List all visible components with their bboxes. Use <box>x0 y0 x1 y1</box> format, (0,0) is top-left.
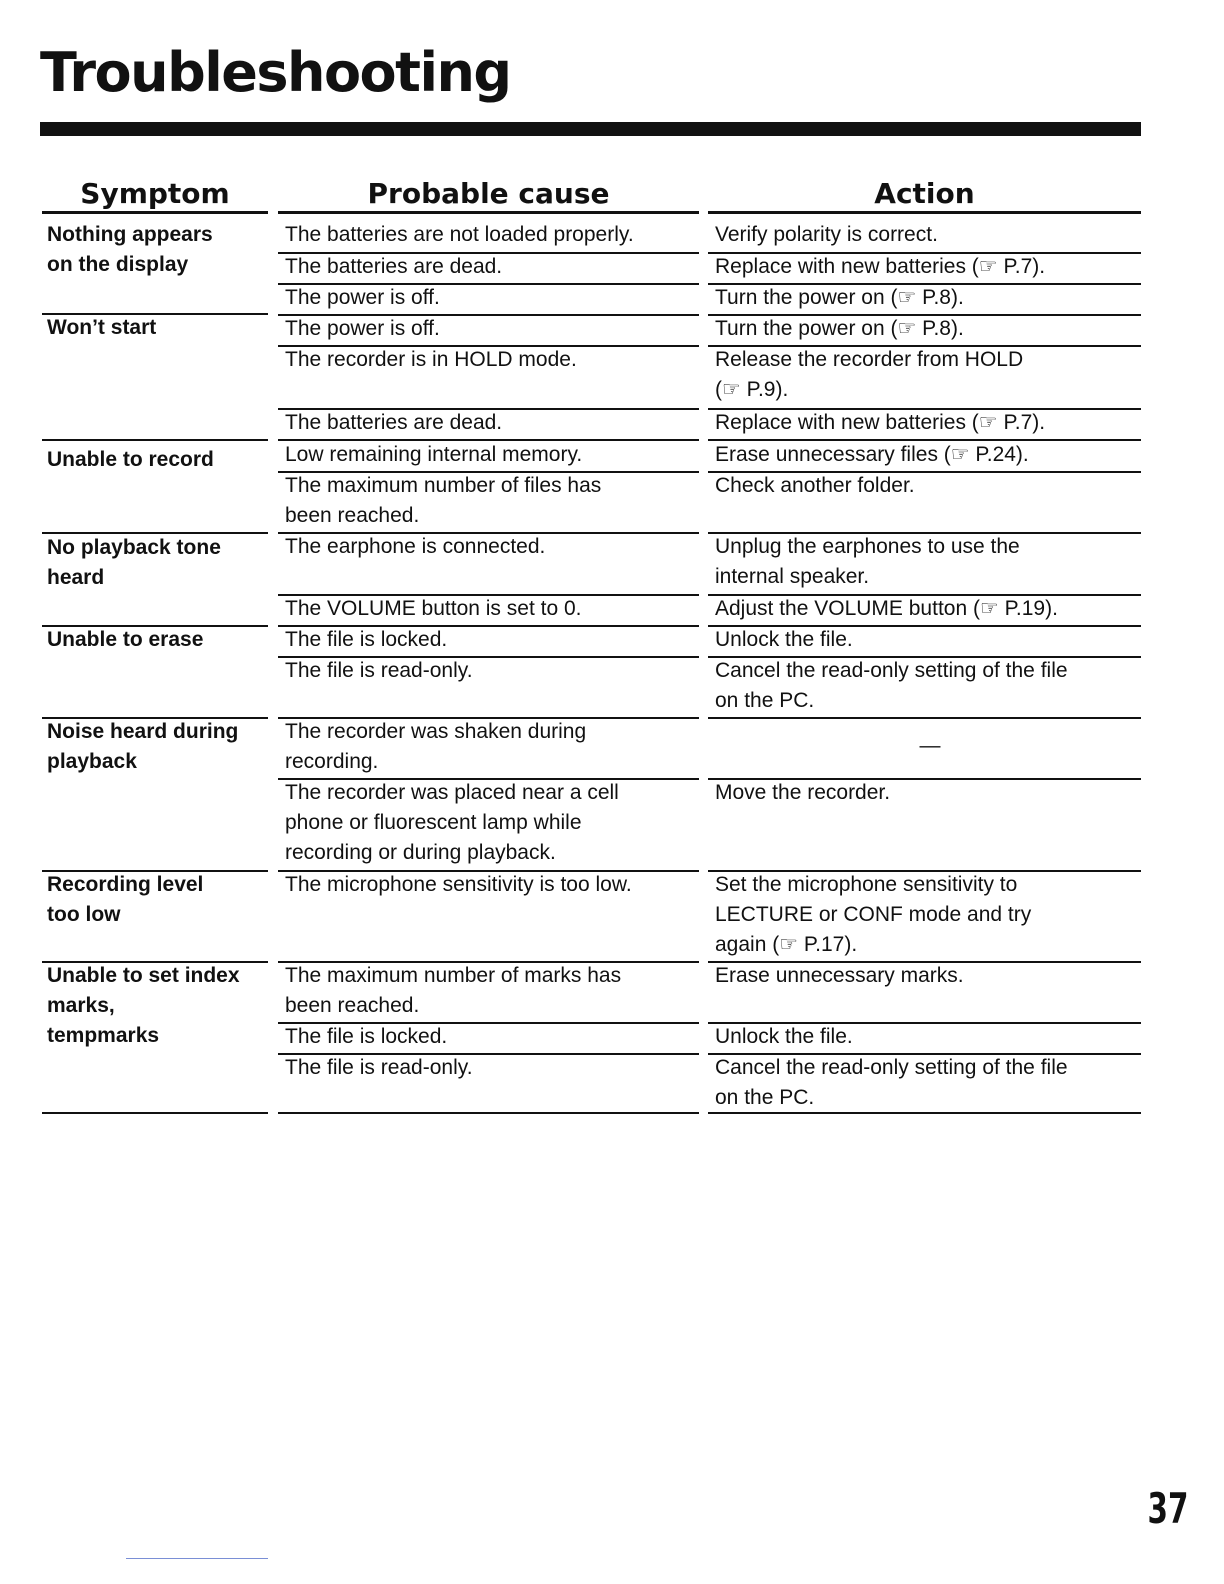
cause-row-divider <box>278 1022 699 1024</box>
action-cell: Set the microphone sensitivity to LECTURE or CONF mode and try again (☞ P.17). <box>715 873 1032 956</box>
cause-row-divider <box>278 283 699 285</box>
symptom-cell: Won’t start <box>47 316 157 339</box>
header-symptom-rule <box>42 211 268 214</box>
table-bottom-rule <box>708 1112 1141 1114</box>
cause-cell: The batteries are dead. <box>285 411 503 434</box>
action-cell: Cancel the read-only setting of the file on the PC. <box>715 659 1068 712</box>
action-cell: Verify polarity is correct. <box>715 223 938 246</box>
symptom-cell: Noise heard during playback <box>47 720 239 773</box>
cause-cell: The file is locked. <box>285 628 448 651</box>
action-cell: Adjust the VOLUME button (☞ P.19). <box>715 597 1058 620</box>
cause-cell: The maximum number of files has been reached. <box>285 474 602 527</box>
cause-cell: The recorder is in HOLD mode. <box>285 348 577 371</box>
symptom-cell: Unable to erase <box>47 628 204 651</box>
action-cell: Unlock the file. <box>715 1025 853 1048</box>
symptom-cell: Unable to record <box>47 448 214 471</box>
cause-cell: The recorder was shaken during recording. <box>285 720 587 773</box>
action-cell: Unplug the earphones to use the internal speaker. <box>715 535 1020 588</box>
cause-cell: The recorder was placed near a cell phone or fluorescent lamp while recording or during playback. <box>285 781 619 864</box>
action-row-divider <box>708 345 1141 347</box>
action-row-divider <box>708 1022 1141 1024</box>
cause-row-divider <box>278 1053 699 1055</box>
cause-row-divider <box>278 656 699 658</box>
action-row-divider <box>708 252 1141 254</box>
footer-rule <box>126 1558 268 1559</box>
action-cell: Check another folder. <box>715 474 915 497</box>
action-cell: Unlock the file. <box>715 628 853 651</box>
action-row-divider <box>708 594 1141 596</box>
action-cell: — <box>919 734 941 757</box>
cause-row-divider <box>278 252 699 254</box>
action-row-divider <box>708 656 1141 658</box>
action-row-divider <box>708 532 1141 534</box>
title-rule <box>40 122 1141 136</box>
symptom-cell: Unable to set index marks, tempmarks <box>47 964 240 1047</box>
symptom-row-divider <box>42 532 268 534</box>
cause-row-divider <box>278 439 699 441</box>
action-cell: Cancel the read-only setting of the file on the PC. <box>715 1056 1068 1109</box>
action-row-divider <box>708 717 1141 719</box>
action-row-divider <box>708 778 1141 780</box>
cause-cell: The batteries are not loaded properly. <box>285 223 634 246</box>
cause-row-divider <box>278 471 699 473</box>
action-row-divider <box>708 870 1141 872</box>
cause-cell: The power is off. <box>285 286 440 309</box>
symptom-row-divider <box>42 717 268 719</box>
symptom-row-divider <box>42 961 268 963</box>
action-cell: Replace with new batteries (☞ P.7). <box>715 255 1046 278</box>
cause-cell: The batteries are dead. <box>285 255 503 278</box>
cause-cell: The file is read-only. <box>285 1056 473 1079</box>
cause-row-divider <box>278 717 699 719</box>
header-cause: Probable cause <box>367 177 610 210</box>
action-row-divider <box>708 1053 1141 1055</box>
action-row-divider <box>708 283 1141 285</box>
cause-row-divider <box>278 314 699 316</box>
action-row-divider <box>708 471 1141 473</box>
cause-cell: The VOLUME button is set to 0. <box>285 597 582 620</box>
cause-row-divider <box>278 625 699 627</box>
cause-cell: The microphone sensitivity is too low. <box>285 873 632 896</box>
symptom-row-divider <box>42 439 268 441</box>
action-cell: Turn the power on (☞ P.8). <box>715 286 964 309</box>
action-cell: Erase unnecessary files (☞ P.24). <box>715 443 1029 466</box>
cause-row-divider <box>278 961 699 963</box>
cause-cell: The earphone is connected. <box>285 535 546 558</box>
cause-row-divider <box>278 870 699 872</box>
action-cell: Erase unnecessary marks. <box>715 964 964 987</box>
table-bottom-rule <box>42 1112 268 1114</box>
action-cell: Release the recorder from HOLD (☞ P.9). <box>715 348 1024 401</box>
action-cell: Turn the power on (☞ P.8). <box>715 317 964 340</box>
header-cause-rule <box>278 211 699 214</box>
table-bottom-rule <box>278 1112 699 1114</box>
action-cell: Move the recorder. <box>715 781 891 804</box>
cause-row-divider <box>278 778 699 780</box>
cause-row-divider <box>278 532 699 534</box>
action-row-divider <box>708 625 1141 627</box>
symptom-cell: Nothing appears on the display <box>47 223 213 276</box>
header-symptom: Symptom <box>80 177 230 210</box>
symptom-cell: No playback tone heard <box>47 536 221 589</box>
page-number: 37 <box>1147 1484 1188 1533</box>
symptom-cell: Recording level too low <box>47 873 204 926</box>
cause-cell: The file is read-only. <box>285 659 473 682</box>
header-action-rule <box>708 211 1141 214</box>
header-action: Action <box>874 177 975 210</box>
cause-row-divider <box>278 594 699 596</box>
symptom-row-divider <box>42 625 268 627</box>
action-row-divider <box>708 961 1141 963</box>
cause-row-divider <box>278 345 699 347</box>
action-cell: Replace with new batteries (☞ P.7). <box>715 411 1046 434</box>
action-row-divider <box>708 439 1141 441</box>
cause-cell: The file is locked. <box>285 1025 448 1048</box>
cause-cell: The maximum number of marks has been reached. <box>285 964 622 1017</box>
page-title: Troubleshooting <box>40 41 511 104</box>
symptom-row-divider <box>42 313 268 315</box>
action-row-divider <box>708 314 1141 316</box>
action-row-divider <box>708 408 1141 410</box>
cause-cell: The power is off. <box>285 317 440 340</box>
cause-cell: Low remaining internal memory. <box>285 443 583 466</box>
cause-row-divider <box>278 408 699 410</box>
symptom-row-divider <box>42 870 268 872</box>
